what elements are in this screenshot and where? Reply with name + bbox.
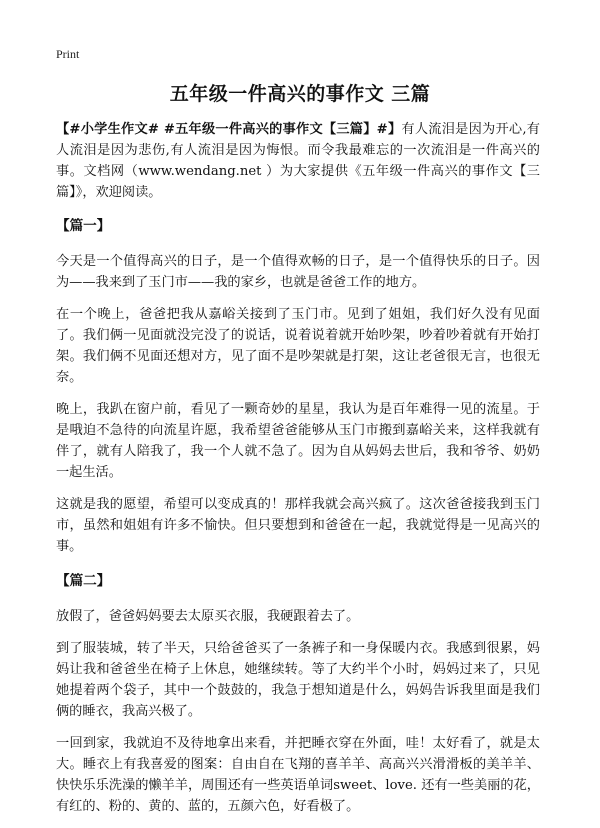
section-1-paragraph-3: 晚上，我趴在窗户前，看见了一颗奇妙的星星，我认为是百年难得一见的流星。于是哦迫不急待的向流星许愿，我希望爸爸能够从玉门市搬到嘉峪关来，这样我就有伴了，就有人陪我了，我一个人就不急了。因为自从妈妈去世后，我和爷爷、奶奶一起生活。 (56, 402, 540, 480)
section-1-paragraph-1: 今天是一个值得高兴的日子，是一个值得欢畅的日子，是一个值得快乐的日子。因为——我来到了玉门市——我的家乡，也就是爸爸工作的地方。 (56, 254, 540, 290)
intro-tag: 【#小学生作文# #五年级一件高兴的事作文【三篇】#】 (56, 122, 402, 137)
print-link[interactable]: Print (56, 47, 80, 61)
intro-paragraph (56, 119, 540, 203)
article-body (56, 119, 540, 828)
page-title: 五年级一件高兴的事作文 三篇 (169, 83, 431, 105)
section-heading-2: 【篇二】 (56, 573, 111, 589)
section-2-paragraph-1: 放假了，爸爸妈妈要去太原买衣服，我硬跟着去了。 (56, 609, 360, 624)
intro-text: 有人流泪是因为开心,有人流泪是因为悲伤,有人流泪是因为悔恨。而令我最难忘的一次流泪是一件高兴的事。文档网（www.wendang.net ）为大家提供《五年级一件高兴的事作文【三篇】》，欢迎阅读。 (56, 122, 540, 200)
section-heading-1: 【篇一】 (56, 218, 111, 234)
section-2-paragraph-2: 到了服装城，转了半天，只给爸爸买了一条裤子和一身保暖内衣。我感到很累，妈妈让我和爸爸坐在椅子上休息，她继续转。等了大约半个小时，妈妈过来了，只见她提着两个袋子，其中一个鼓鼓的，我急于想知道是什么，妈妈告诉我里面是我们俩的睡衣，我高兴极了。 (56, 641, 540, 719)
section-2-paragraph-3: 一回到家，我就迫不及待地拿出来看，并把睡衣穿在外面，哇！太好看了，就是太大。睡衣上有我喜爱的图案：自由自在飞翔的喜羊羊、高高兴兴滑滑板的美羊羊、快快乐乐洗澡的懒羊羊，周围还有一些英语单词sweet、love. 还有一些美丽的花，有红的、粉的、黄的、蓝的，五颜六色，好看极了。 (56, 736, 540, 814)
section-1-paragraph-4: 这就是我的愿望，希望可以变成真的！那样我就会高兴疯了。这次爸爸接我到玉门市，虽然和姐姐有许多不愉快。但只要想到和爸爸在一起，我就觉得是一见高兴的事。 (56, 497, 540, 554)
section-1-paragraph-2: 在一个晚上，爸爸把我从嘉峪关接到了玉门市。见到了姐姐，我们好久没有见面了。我们俩一见面就没完没了的说话，说着说着就开始吵架，吵着吵着就有开始打架。我们俩不见面还想对方，见了面不是吵架就是打架，这让老爸很无言，也很无奈。 (56, 307, 540, 385)
